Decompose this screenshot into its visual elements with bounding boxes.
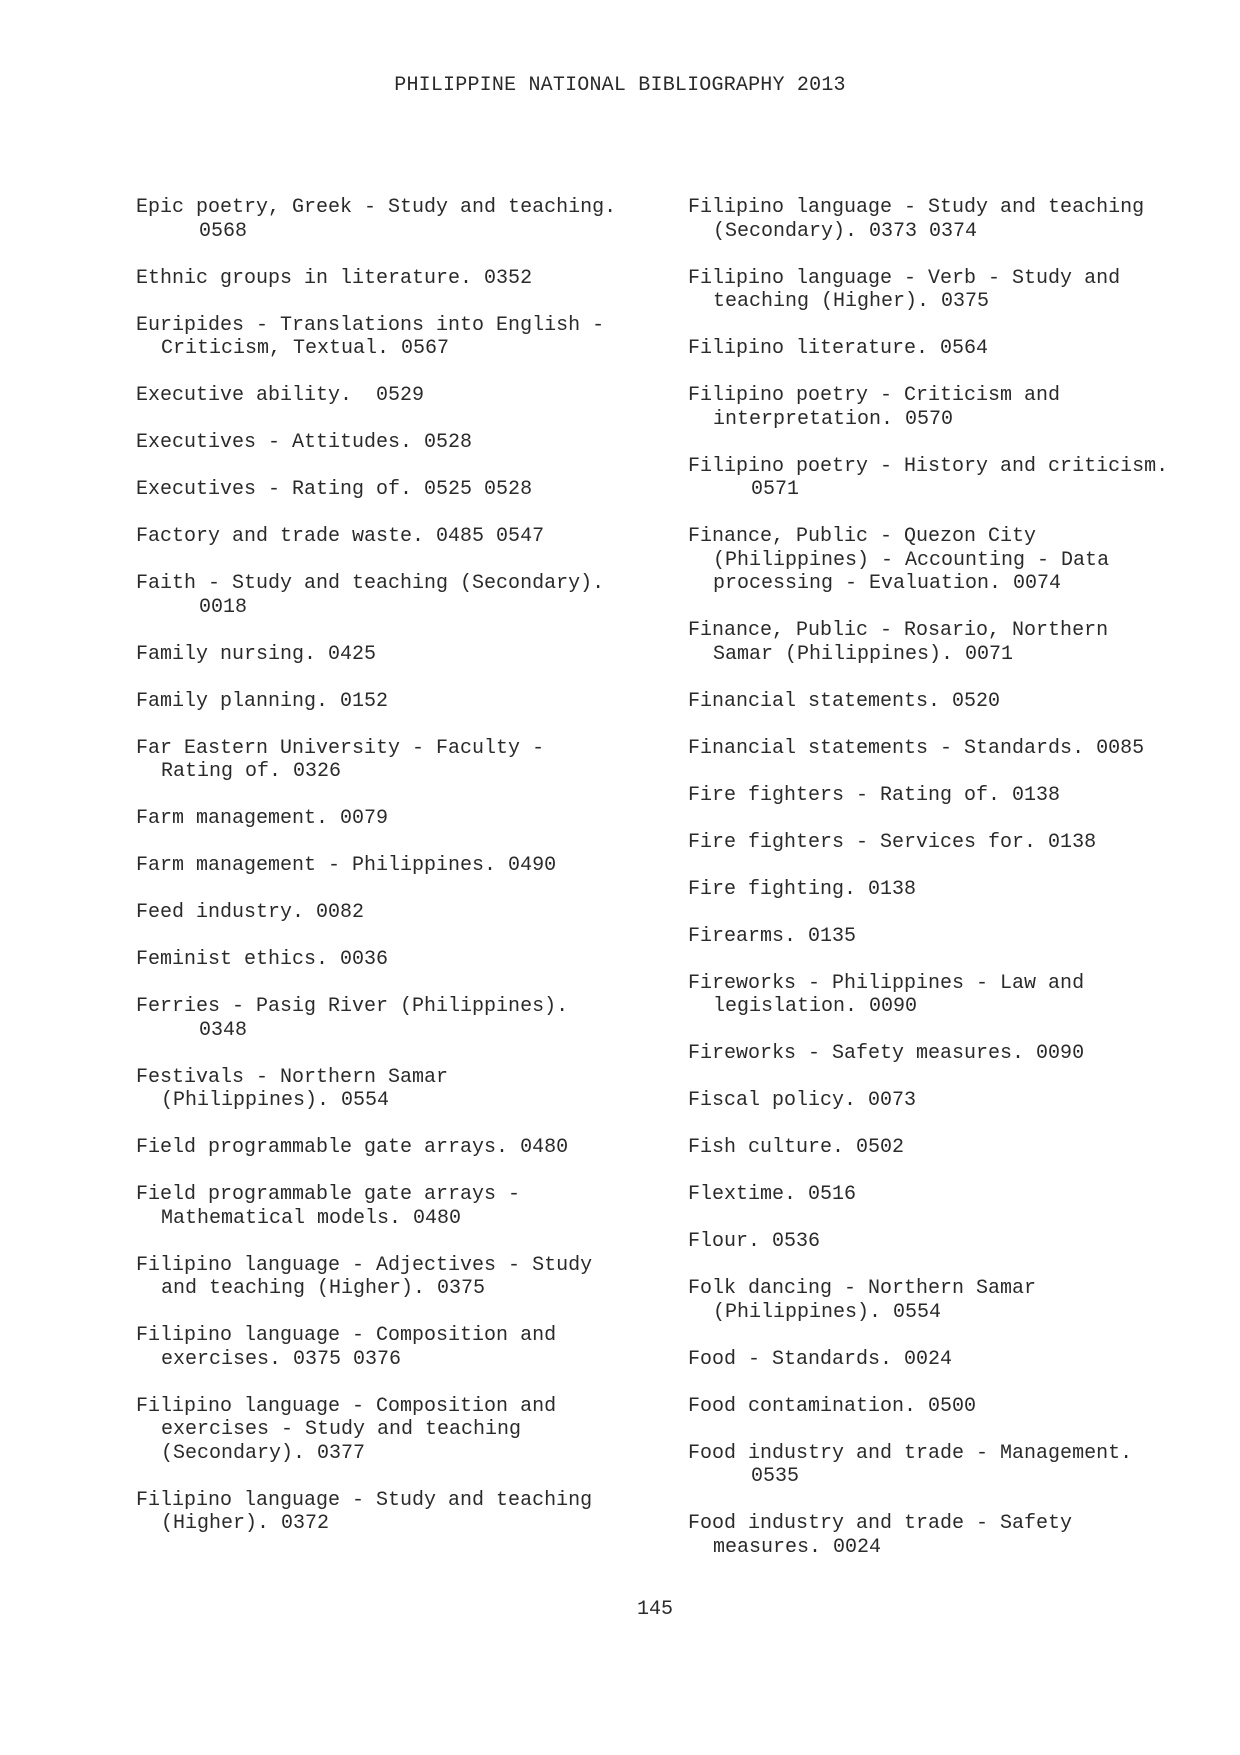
entry-heading-line: Fire fighters - Services for. 0138	[688, 830, 1097, 854]
index-entry	[688, 455, 1218, 502]
index-entry	[136, 1066, 656, 1113]
index-entry	[136, 572, 656, 619]
entry-continuation-line: 0535	[751, 1465, 800, 1488]
entry-heading-line: Feed industry. 0082	[136, 901, 365, 924]
index-entry	[688, 878, 1218, 902]
index-entry	[688, 337, 1218, 361]
entry-heading-line: Filipino language - Study and teaching	[136, 1488, 593, 1512]
entry-heading-line: Festivals - Northern Samar	[136, 1065, 449, 1089]
page-number: 145	[636, 1598, 673, 1621]
entry-heading-line: Executives - Attitudes. 0528	[136, 431, 473, 454]
entry-heading-line: Food industry and trade - Management.	[688, 1441, 1133, 1465]
entry-continuation-line: 0018	[199, 595, 248, 619]
entry-heading-line: Filipino language - Adjectives - Study	[136, 1253, 593, 1277]
entry-heading-line: Factory and trade waste. 0485 0547	[136, 525, 545, 548]
entry-heading-line: Financial statements - Standards. 0085	[688, 736, 1145, 760]
index-entry	[688, 1348, 1218, 1372]
entry-continuation-line: (Secondary). 0377	[161, 1441, 366, 1465]
index-entry	[136, 1395, 656, 1466]
index-entry	[688, 925, 1218, 949]
entry-heading-line: Food contamination. 0500	[688, 1394, 977, 1418]
index-entry	[688, 831, 1218, 855]
index-entry	[136, 1183, 656, 1230]
page-header: PHILIPPINE NATIONAL BIBLIOGRAPHY 2013	[394, 74, 846, 97]
entry-continuation-line: (Higher). 0372	[161, 1512, 330, 1535]
entry-heading-line: Fireworks - Safety measures. 0090	[688, 1042, 1085, 1065]
entry-heading-line: Finance, Public - Quezon City	[688, 525, 1037, 548]
entry-continuation-line: processing - Evaluation. 0074	[713, 572, 1062, 595]
index-entry	[136, 901, 656, 925]
entry-heading-line: Filipino language - Study and teaching	[688, 196, 1145, 219]
entry-heading-line: Farm management. 0079	[136, 807, 389, 830]
index-column-right	[688, 196, 1218, 1583]
entry-heading-line: Fire fighting. 0138	[688, 877, 917, 901]
entry-heading-line: Family nursing. 0425	[136, 642, 377, 666]
entry-continuation-line: exercises. 0375 0376	[161, 1347, 402, 1371]
index-entry	[688, 619, 1218, 666]
index-entry	[688, 525, 1218, 596]
entry-continuation-line: 0568	[199, 219, 248, 243]
entry-continuation-line: 0348	[199, 1018, 248, 1042]
entry-continuation-line: (Philippines) - Accounting - Data	[713, 548, 1110, 572]
index-entry	[688, 972, 1218, 1019]
index-entry	[136, 384, 656, 408]
entry-heading-line: Firearms. 0135	[688, 924, 857, 948]
entry-heading-line: Filipino language - Composition and	[136, 1394, 557, 1418]
entry-continuation-line: Criticism, Textual. 0567	[161, 337, 450, 360]
entry-heading-line: Executive ability. 0529	[136, 384, 425, 407]
entry-heading-line: Feminist ethics. 0036	[136, 948, 389, 971]
entry-heading-line: Field programmable gate arrays -	[136, 1183, 521, 1206]
entry-heading-line: Food - Standards. 0024	[688, 1347, 953, 1371]
entry-continuation-line: exercises - Study and teaching	[161, 1418, 522, 1441]
entry-continuation-line: Rating of. 0326	[161, 760, 342, 783]
index-entry	[136, 1489, 656, 1536]
index-entry	[136, 314, 656, 361]
entry-continuation-line: Mathematical models. 0480	[161, 1206, 462, 1230]
entry-heading-line: Fish culture. 0502	[688, 1136, 905, 1159]
entry-continuation-line: (Secondary). 0373 0374	[713, 219, 978, 243]
entry-continuation-line: legislation. 0090	[713, 995, 918, 1018]
entry-heading-line: Fiscal policy. 0073	[688, 1089, 917, 1112]
index-entry	[136, 431, 656, 455]
index-entry	[688, 1277, 1218, 1324]
entry-heading-line: Ferries - Pasig River (Philippines).	[136, 995, 569, 1018]
entry-heading-line: Field programmable gate arrays. 0480	[136, 1136, 569, 1159]
entry-continuation-line: Samar (Philippines). 0071	[713, 642, 1014, 666]
index-entry	[136, 1254, 656, 1301]
entry-heading-line: Flour. 0536	[688, 1230, 821, 1253]
entry-continuation-line: and teaching (Higher). 0375	[161, 1277, 486, 1300]
entry-heading-line: Executives - Rating of. 0525 0528	[136, 478, 533, 501]
index-entry	[688, 1512, 1218, 1559]
index-entry	[688, 690, 1218, 714]
index-entry	[136, 854, 656, 878]
index-entry	[136, 690, 656, 714]
entry-continuation-line: interpretation. 0570	[713, 407, 954, 431]
index-column-left	[136, 196, 656, 1559]
index-entry	[688, 1136, 1218, 1160]
entry-heading-line: Ethnic groups in literature. 0352	[136, 266, 533, 290]
entry-heading-line: Filipino poetry - Criticism and	[688, 384, 1061, 407]
entry-heading-line: Food industry and trade - Safety	[688, 1512, 1073, 1535]
entry-heading-line: Filipino literature. 0564	[688, 337, 989, 360]
index-entry	[136, 267, 656, 291]
entry-heading-line: Epic poetry, Greek - Study and teaching.	[136, 196, 617, 219]
entry-heading-line: Filipino poetry - History and criticism.	[688, 454, 1169, 478]
entry-heading-line: Fireworks - Philippines - Law and	[688, 971, 1085, 995]
entry-heading-line: Flextime. 0516	[688, 1183, 857, 1206]
entry-heading-line: Fire fighters - Rating of. 0138	[688, 783, 1061, 807]
entry-continuation-line: teaching (Higher). 0375	[713, 290, 990, 313]
index-entry	[688, 784, 1218, 808]
index-entry	[688, 1042, 1218, 1066]
entry-heading-line: Filipino language - Verb - Study and	[688, 266, 1121, 290]
index-entry	[688, 196, 1218, 243]
entry-heading-line: Finance, Public - Rosario, Northern	[688, 619, 1109, 642]
index-entry	[136, 807, 656, 831]
index-entry	[688, 737, 1218, 761]
index-entry	[136, 1136, 656, 1160]
entry-heading-line: Euripides - Translations into English -	[136, 313, 605, 337]
index-entry	[136, 948, 656, 972]
index-entry	[688, 1395, 1218, 1419]
index-entry	[688, 1183, 1218, 1207]
index-entry	[136, 643, 656, 667]
entry-heading-line: Filipino language - Composition and	[136, 1324, 557, 1347]
index-entry	[136, 525, 656, 549]
entry-heading-line: Farm management - Philippines. 0490	[136, 854, 557, 877]
entry-continuation-line: (Philippines). 0554	[161, 1089, 390, 1112]
entry-heading-line: Folk dancing - Northern Samar	[688, 1277, 1037, 1300]
entry-continuation-line: measures. 0024	[713, 1535, 882, 1559]
index-entry	[688, 384, 1218, 431]
index-entry	[136, 995, 656, 1042]
index-entry	[136, 737, 656, 784]
index-entry	[688, 1442, 1218, 1489]
index-entry	[688, 267, 1218, 314]
entry-continuation-line: 0571	[751, 478, 800, 501]
entry-heading-line: Faith - Study and teaching (Secondary).	[136, 572, 605, 595]
entry-heading-line: Financial statements. 0520	[688, 689, 1001, 713]
index-entry	[136, 196, 656, 243]
index-entry	[688, 1230, 1218, 1254]
entry-heading-line: Far Eastern University - Faculty -	[136, 736, 545, 760]
index-entry	[136, 1324, 656, 1371]
entry-heading-line: Family planning. 0152	[136, 689, 389, 713]
index-entry	[688, 1089, 1218, 1113]
entry-continuation-line: (Philippines). 0554	[713, 1300, 942, 1324]
index-entry	[136, 478, 656, 502]
